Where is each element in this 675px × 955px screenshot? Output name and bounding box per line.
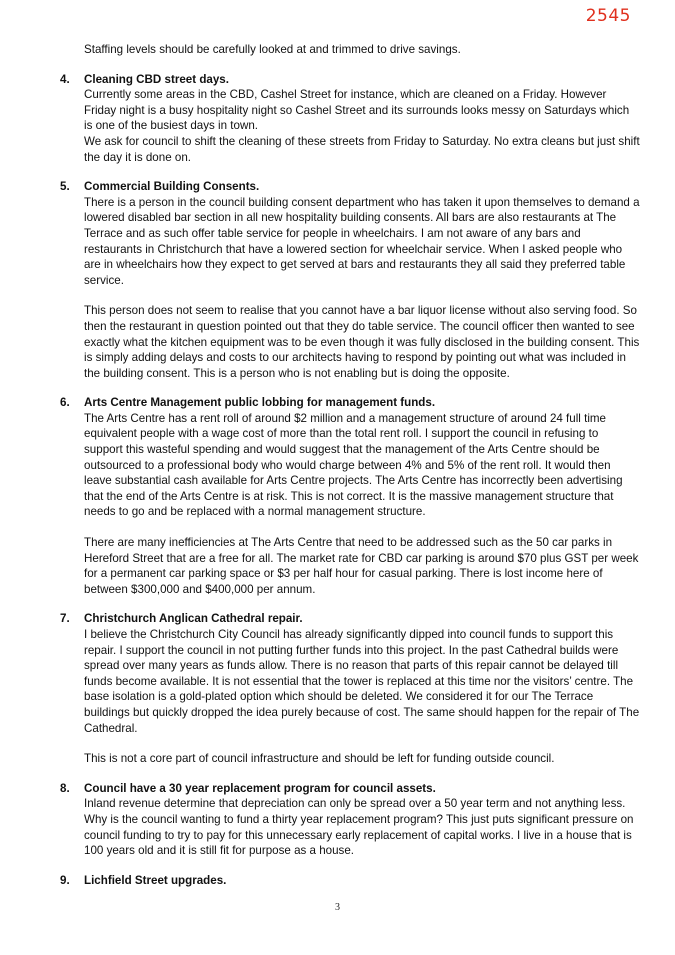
section-paragraph: There are many inefficiencies at The Arts Centre that need to be addressed such as the 50 car parks in Hereford Street that are a free for all. The market rate for CBD car parking is around $70 plus GST per week for a permanent car parking space or $3 per half hour for casual parking. There is lost income here of between $300,000 and $400,000 per annum. (84, 536, 639, 596)
section-heading: Cleaning CBD street days. (84, 72, 229, 86)
document-code: 2545 (585, 6, 631, 26)
section-paragraph: I believe the Christchurch City Council has already significantly dipped into council funds to support this repair. I support the council in not putting further funds into this project. In the past Cathedral builds were spread over many years as funds allow. There is no reason that parts of this repair cannot be delayed till funds become available. It is not essential that the tower is replaced at this time nor the visitors’ centre. The base isolation is a gold-plated option which should be deleted. We considered it for our The Terrace buildings but quickly dropped the idea purely because of cost. The same should happen for the repair of The Cathedral. (84, 628, 640, 735)
page-number: 3 (335, 902, 340, 913)
section-paragraph: We ask for council to shift the cleaning of these streets from Friday to Saturday. No extra cleans but just shift the day it is done on. (84, 134, 640, 164)
section-paragraph: The Arts Centre has a rent roll of around $2 million and a management structure of around 24 full time equivalent people with a wage cost of more than the total rent roll. I support the council in refusing to support this wasteful spending and would suggest that the management of the Arts Centre should be outsourced to a professional body who would charge between 4% and 5% of the rent roll. It would then leave substantial cash available for Arts Centre projects. The Arts Centre has incorrectly been advertising that the end of the Arts Centre is at risk. This is not correct. It is the massive management structure that needs to go and be replaced with a normal management structure. (84, 411, 623, 519)
section-9 (60, 873, 640, 889)
section-heading: Christchurch Anglican Cathedral repair. (84, 612, 303, 626)
section-5 (60, 179, 640, 381)
section-number: 6. (60, 396, 70, 410)
section-number: 9. (60, 873, 70, 887)
intro-paragraph: Staffing levels should be carefully looked at and trimmed to drive savings. (84, 43, 461, 56)
section-heading: Commercial Building Consents. (84, 180, 260, 194)
section-paragraph: This is not a core part of council infrastructure and should be left for funding outside council. (84, 752, 555, 766)
section-number: 4. (60, 72, 70, 86)
section-paragraph: There is a person in the council building consent department who has taken it upon themselves to demand a lowered disabled bar section in all new hospitality building consents. All bars are also restaurants at The Terrace and as such offer table service for people in wheelchairs. I am not aware of any bars and restaurants in Christchurch that have a lowered section for wheelchair service. When I asked people who are in wheelchairs how they expect to get served at bars and restaurants they all said they preferred table service. (84, 195, 640, 287)
section-number: 7. (60, 612, 70, 626)
section-number: 5. (60, 180, 70, 194)
document-body (60, 42, 640, 902)
section-heading: Arts Centre Management public lobbing for management funds. (84, 396, 436, 410)
section-number: 8. (60, 781, 70, 795)
section-paragraph: Currently some areas in the CBD, Cashel Street for instance, which are cleaned on a Friday. However Friday night is a busy hospitality night so Cashel Street and its surrounds looks messy on Saturdays which is one of the busiest days in town. (84, 88, 630, 133)
section-7 (60, 611, 640, 766)
section-6 (60, 395, 640, 597)
section-4 (60, 72, 640, 166)
section-heading: Lichfield Street upgrades. (84, 873, 227, 887)
section-heading: Council have a 30 year replacement program for council assets. (84, 781, 436, 795)
section-paragraph: Inland revenue determine that depreciation can only be spread over a 50 year term and not anything less. Why is the council wanting to fund a thirty year replacement program? This just puts significant pressure on council funding to try to pay for this unnecessary early replacement of capital works. I live in a house that is 100 years old and it is still fit for purpose as a house. (84, 797, 634, 858)
section-paragraph: This person does not seem to realise that you cannot have a bar liquor license without also serving food. So then the restaurant in question pointed out that they do table service. The council officer then wanted to see exactly what the kitchen equipment was to be even though it was fully disclosed in the building consent. This is simply adding delays and costs to our architects having to respond by pointing out what was included in the building consent. This is a person who is not enabling but is doing the opposite. (84, 304, 640, 380)
section-8 (60, 781, 640, 859)
